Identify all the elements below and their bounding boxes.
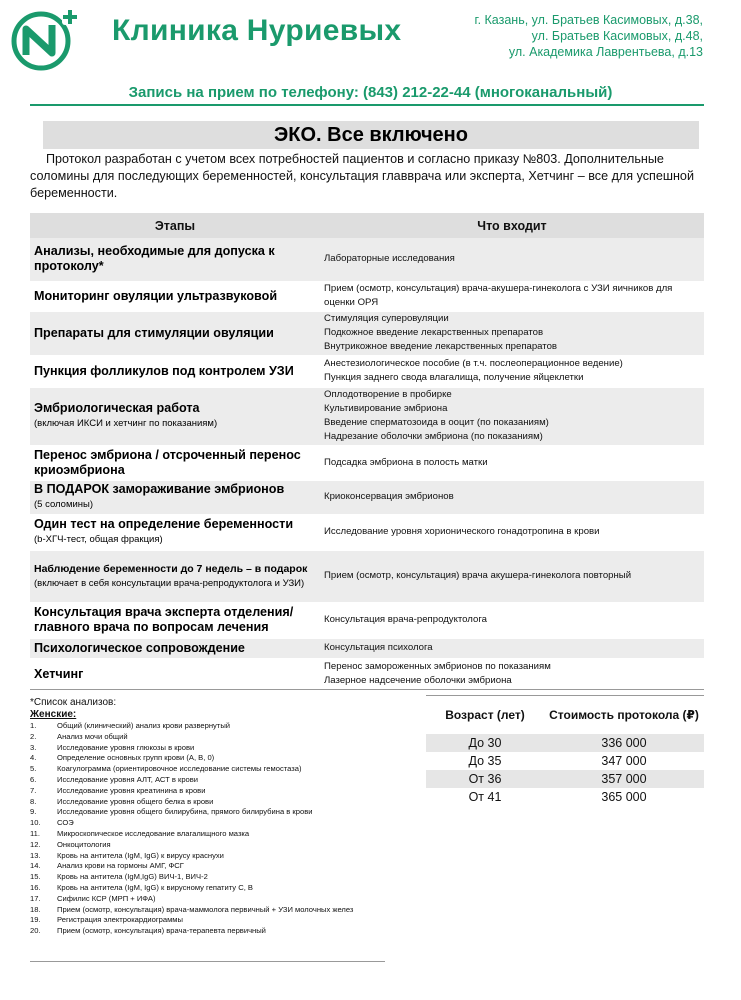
cost-cell: 357 000 xyxy=(544,770,704,788)
list-item xyxy=(30,829,385,840)
item-text: Исследование уровня общего билирубина, прямого билирубина в крови xyxy=(57,807,313,817)
item-number: 14. xyxy=(30,861,41,871)
item-number: 7. xyxy=(30,785,37,795)
includes-cell xyxy=(320,238,704,281)
cost-cell: 336 000 xyxy=(544,734,704,752)
includes-item: Лазерное надсечение оболочки эмбриона xyxy=(324,675,512,686)
includes-item: Лабораторные исследования xyxy=(324,253,455,265)
list-item xyxy=(30,872,385,883)
item-number: 4. xyxy=(30,753,37,763)
address-line: ул. Братьев Касимовых, д.48, xyxy=(531,29,703,43)
item-text: Микроскопическое исследование влагалищного мазка xyxy=(57,828,250,838)
table-row xyxy=(30,281,704,311)
price-table xyxy=(426,695,704,806)
includes-cell xyxy=(320,638,704,658)
item-number: 17. xyxy=(30,893,41,903)
stage-title: В ПОДАРОК замораживание эмбрионов xyxy=(34,482,285,496)
includes-item: Внутрикожное введение лекарственных препаратов xyxy=(324,341,558,352)
phone-line: Запись на прием по телефону: (843) 212-22-44 (многоканальный) xyxy=(128,84,613,101)
item-number: 2. xyxy=(30,731,37,741)
list-item xyxy=(30,905,385,916)
table-row xyxy=(30,550,704,602)
list-item xyxy=(30,926,385,937)
column-header-age: Возраст (лет) xyxy=(445,708,525,722)
item-number: 19. xyxy=(30,915,41,925)
list-item xyxy=(30,915,385,926)
table-row xyxy=(30,638,704,658)
includes-item: Прием (осмотр, консультация) врача-акушера-гинеколога с УЗИ яичников для оценки ОРЯ xyxy=(324,283,673,308)
stage-cell xyxy=(30,238,320,281)
age-cell: До 30 xyxy=(426,734,544,752)
table-row xyxy=(30,355,704,387)
stage-cell xyxy=(30,550,320,602)
item-number: 3. xyxy=(30,742,37,752)
stage-cell xyxy=(30,311,320,355)
item-text: Прием (осмотр, консультация) врача-маммолога первичный + УЗИ молочных желез xyxy=(57,904,354,914)
price-row xyxy=(426,788,704,806)
item-number: 16. xyxy=(30,882,41,892)
list-item xyxy=(30,797,385,808)
analyses-heading: *Список анализов: xyxy=(30,697,117,708)
price-row xyxy=(426,752,704,770)
list-item xyxy=(30,753,385,764)
cost-cell: 347 000 xyxy=(601,754,647,768)
list-item xyxy=(30,732,385,743)
item-text: Прием (осмотр, консультация) врача-терапевта первичный xyxy=(57,926,266,936)
stage-note: (включает в себя консультации врача-репродуктолога и УЗИ) xyxy=(34,577,305,589)
item-number: 15. xyxy=(30,872,41,882)
stage-note: (5 соломины) xyxy=(34,499,94,510)
item-number: 5. xyxy=(30,764,37,774)
includes-cell xyxy=(320,480,704,514)
item-number: 10. xyxy=(30,818,41,828)
item-number: 6. xyxy=(30,774,37,784)
analyses-subheading: Женские: xyxy=(30,709,77,720)
item-number: 12. xyxy=(30,839,41,849)
item-text: Онкоцитология xyxy=(57,839,111,849)
price-header-row xyxy=(426,696,704,734)
stage-title: Мониторинг овуляции ультразвуковой xyxy=(34,288,278,303)
includes-item: Введение сперматозоида в ооцит (по показаниям) xyxy=(324,417,549,428)
stage-title: Один тест на определение беременности xyxy=(34,517,294,531)
includes-cell xyxy=(320,281,704,311)
list-item xyxy=(30,721,385,732)
list-item xyxy=(30,883,385,894)
includes-item: Прием (осмотр, консультация) врача акушера-гинеколога повторный xyxy=(324,570,632,581)
item-number: 8. xyxy=(30,796,37,806)
stage-title: Хетчинг xyxy=(34,666,84,681)
stage-title: Эмбриологическая работа xyxy=(34,401,200,415)
includes-cell xyxy=(320,550,704,602)
includes-item: Надрезание оболочки эмбриона (по показаниям) xyxy=(324,431,543,442)
list-item xyxy=(30,818,385,829)
item-text: Коагулограмма (ориентировочное исследование системы гемостаза) xyxy=(57,764,302,774)
includes-item: Пункция заднего свода влагалища, получение яйцеклетки xyxy=(324,372,584,383)
analyses-list xyxy=(30,697,385,937)
analyses-items xyxy=(30,721,385,937)
includes-item: Анестезиологическое пособие (в т.ч. послеоперационное ведение) xyxy=(324,358,623,369)
includes-cell xyxy=(320,658,704,690)
item-text: Исследование уровня глюкозы в крови xyxy=(57,742,195,752)
stage-cell xyxy=(30,514,320,550)
clinic-logo-icon xyxy=(8,5,80,71)
header-divider xyxy=(30,104,704,106)
column-header-includes: Что входит xyxy=(320,213,704,238)
address-line: г. Казань, ул. Братьев Касимовых, д.38, xyxy=(474,13,703,27)
table-row xyxy=(30,445,704,480)
item-text: Исследование уровня общего белка в крови xyxy=(57,796,214,806)
stage-title: Психологическое сопровождение xyxy=(34,640,245,655)
list-item xyxy=(30,775,385,786)
stage-title: Перенос эмбриона / отсроченный перенос криоэмбриона xyxy=(34,447,301,477)
includes-item: Стимуляция суперовуляции xyxy=(324,313,449,324)
column-header-stages: Этапы xyxy=(30,213,320,238)
table-row xyxy=(30,658,704,690)
item-text: Определение основных групп крови (А, В, 0) xyxy=(57,753,215,763)
item-number: 11. xyxy=(30,828,40,838)
table-row xyxy=(30,514,704,550)
item-text: СОЭ xyxy=(57,818,74,828)
clinic-addresses xyxy=(475,12,703,60)
list-item xyxy=(30,786,385,797)
item-number: 20. xyxy=(30,926,41,936)
item-text: Исследование уровня креатинина в крови xyxy=(57,785,206,795)
list-item xyxy=(30,894,385,905)
includes-cell xyxy=(320,445,704,480)
includes-item: Консультация врача-репродуктолога xyxy=(324,614,487,625)
item-text: Кровь на антитела (IgM, IgG) к вирусу краснухи xyxy=(57,850,224,860)
item-text: Исследование уровня АЛТ, АСТ в крови xyxy=(57,774,199,784)
analyses-bottom-divider xyxy=(30,961,385,962)
includes-item: Перенос замороженных эмбрионов по показаниям xyxy=(324,661,551,672)
address-line: ул. Академика Лаврентьева, д.13 xyxy=(508,45,703,59)
list-item xyxy=(30,807,385,818)
stage-note: (включая ИКСИ и хетчинг по показаниям) xyxy=(34,418,218,429)
column-header-cost: Стоимость протокола (₽) xyxy=(549,708,699,722)
stages-table xyxy=(30,213,704,691)
stage-title: Пункция фолликулов под контролем УЗИ xyxy=(34,363,294,378)
stage-cell xyxy=(30,638,320,658)
list-item xyxy=(30,840,385,851)
price-row xyxy=(426,734,704,752)
table-header-row xyxy=(30,213,704,238)
stage-cell xyxy=(30,281,320,311)
stage-note: (b-ХГЧ-тест, общая фракция) xyxy=(34,534,163,545)
table-row xyxy=(30,311,704,355)
includes-item: Исследование уровня хорионического гонадотропина в крови xyxy=(324,526,600,537)
price-row xyxy=(426,770,704,788)
includes-item: Оплодотворение в пробирке xyxy=(324,389,452,400)
age-cell: От 41 xyxy=(468,790,502,804)
includes-cell xyxy=(320,387,704,445)
item-number: 1. xyxy=(30,721,37,730)
stage-title: Наблюдение беременности до 7 недель – в подарок xyxy=(34,562,308,575)
table-bottom-divider xyxy=(30,689,704,690)
stage-cell xyxy=(30,602,320,638)
item-number: 13. xyxy=(30,850,41,860)
item-text: Анализ крови на гормоны АМГ, ФСГ xyxy=(57,861,184,871)
item-text: Регистрация электрокардиограммы xyxy=(57,915,183,925)
includes-cell xyxy=(320,311,704,355)
age-cell: От 36 xyxy=(426,770,544,788)
list-item xyxy=(30,851,385,862)
list-item xyxy=(30,743,385,754)
includes-cell xyxy=(320,514,704,550)
item-text: Общий (клинический) анализ крови развернутый xyxy=(57,721,231,730)
stage-title: Консультация врача эксперта отделения/ главного врача по вопросам лечения xyxy=(34,605,294,634)
stage-cell xyxy=(30,658,320,690)
includes-cell xyxy=(320,602,704,638)
item-text: Кровь на антитела (IgM,IgG) ВИЧ-1, ВИЧ-2 xyxy=(57,872,208,882)
list-item xyxy=(30,861,385,872)
stage-cell xyxy=(30,480,320,514)
clinic-name: Клиника Нуриевых xyxy=(112,14,402,47)
includes-item: Культивирование эмбриона xyxy=(324,403,448,414)
age-cell: До 35 xyxy=(468,754,502,768)
stage-title: Анализы, необходимые для допуска к протоколу* xyxy=(34,244,275,274)
item-text: Сифилис КСР (МРП + ИФА) xyxy=(57,893,156,903)
table-row xyxy=(30,480,704,514)
table-row xyxy=(30,238,704,281)
includes-item: Криоконсервация эмбрионов xyxy=(324,491,454,502)
stage-cell xyxy=(30,355,320,387)
item-number: 18. xyxy=(30,904,41,914)
intro-text: Протокол разработан с учетом всех потребностей пациентов и согласно приказу №803. Дополнительные соломины для последующих беременностей, консультация главврача или эксперта, Хетчинг – все для успешной беременности. xyxy=(30,152,694,200)
stage-cell xyxy=(30,387,320,445)
clinic-header xyxy=(0,0,741,75)
cost-cell: 365 000 xyxy=(601,790,647,804)
item-text: Кровь на антитела (IgM, IgG) к вирусному гепатиту С, В xyxy=(57,882,253,892)
page-title: ЭКО. Все включено xyxy=(43,121,699,149)
includes-item: Подсадка эмбриона в полость матки xyxy=(324,456,488,468)
item-number: 9. xyxy=(30,807,37,817)
table-row xyxy=(30,387,704,445)
includes-item: Подкожное введение лекарственных препаратов xyxy=(324,327,544,338)
item-text: Анализ мочи общий xyxy=(57,731,128,741)
list-item xyxy=(30,764,385,775)
includes-item: Консультация психолога xyxy=(324,642,433,653)
stage-cell xyxy=(30,445,320,480)
table-row xyxy=(30,602,704,638)
includes-cell xyxy=(320,355,704,387)
stage-title: Препараты для стимуляции овуляции xyxy=(34,325,274,340)
